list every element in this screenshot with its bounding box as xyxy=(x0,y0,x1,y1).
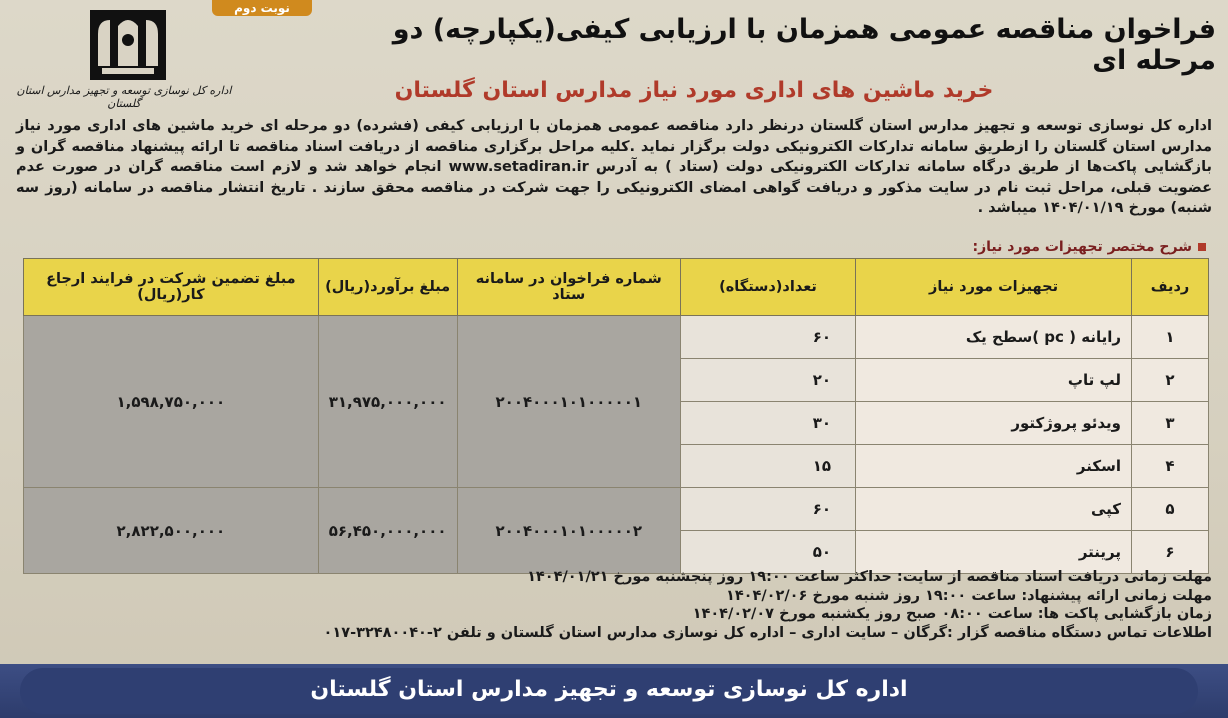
organization-logo xyxy=(88,6,168,84)
contact-info: اطلاعات تماس دستگاه مناقصه گزار :گرگان – سایت اداری – اداره کل نوسازی مدارس استان گلستان و تلفن ۲-۳۲۴۸۰۰۴۰-۰۱۷ xyxy=(323,624,1212,641)
group-estimate: ۳۱,۹۷۵,۰۰۰,۰۰۰ xyxy=(318,316,457,488)
announcement-body: اداره کل نوسازی توسعه و تجهیز مدارس استان گلستان درنظر دارد مناقصه عمومی همزمان با ارزیابی کیفی (فشرده) دو مرحله ای خرید ماشین های اداری مورد نیاز مدارس استان گلستان را ازطریق سامانه تدارکات الکترونیکی دولت برگزار نماید .کلیه مراحل برگزاری مناقصه از دریافت اسناد مناقصه تا ارائه پیشنهاد مناقصه گران و بازگشایی پاکت‌ها از طریق درگاه سامانه تدارکات الکترونیکی دولت (ستاد ) به آدرس www.setadiran.ir انجام خواهد شد و لازم است مناقصه گران در صورت عدم عضویت قبلی، مراحل ثبت نام در سایت مذکور و دریافت گواهی امضای الکترونیکی را جهت شرکت در مناقصه محقق سازند . تاریخ انتشار مناقصه در سامانه (روز سه شنبه) مورخ ۱۴۰۴/۰۱/۱۹ میباشد . xyxy=(16,118,1212,216)
row-quantity: ۶۰ xyxy=(681,316,856,359)
row-quantity: ۳۰ xyxy=(681,402,856,445)
row-quantity: ۶۰ xyxy=(681,488,856,531)
row-equipment: لپ تاپ xyxy=(856,359,1132,402)
row-equipment: کپی xyxy=(856,488,1132,531)
equipment-list-label xyxy=(973,239,1207,255)
row-number: ۱ xyxy=(1132,316,1209,359)
table-header-row xyxy=(24,259,1209,316)
group-estimate: ۵۶,۴۵۰,۰۰۰,۰۰۰ xyxy=(318,488,457,574)
group-guarantee: ۲,۸۲۲,۵۰۰,۰۰۰ xyxy=(24,488,319,574)
document-deadline: مهلت زمانی دریافت اسناد مناقصه از سایت: حداکثر ساعت ۱۹:۰۰ روز پنجشنبه مورخ ۱۴۰۴/۰۱/۲۱ xyxy=(527,569,1212,585)
group-guarantee: ۱,۵۹۸,۷۵۰,۰۰۰ xyxy=(24,316,319,488)
header-estimate: مبلغ برآورد(ریال) xyxy=(318,259,457,316)
header-equipment: تجهیزات مورد نیاز xyxy=(856,259,1132,316)
header-row-number: ردیف xyxy=(1132,259,1209,316)
notice-round-badge: نوبت دوم xyxy=(212,0,312,16)
bullet-square-icon xyxy=(1198,243,1206,251)
equipment-list-label-text: شرح مختصر تجهیزات مورد نیاز: xyxy=(972,239,1192,255)
row-quantity: ۲۰ xyxy=(681,359,856,402)
header-guarantee: مبلغ تضمین شرکت در فرایند ارجاع کار(ریال) xyxy=(24,259,319,316)
row-number: ۳ xyxy=(1132,402,1209,445)
group-tender-number: ۲۰۰۴۰۰۰۱۰۱۰۰۰۰۰۲ xyxy=(457,488,680,574)
row-equipment: ویدئو پروژکتور xyxy=(856,402,1132,445)
footer-banner-text: اداره کل نوسازی توسعه و تجهیز مدارس استان گلستان xyxy=(20,668,1198,714)
row-number: ۲ xyxy=(1132,359,1209,402)
page-title: فراخوان مناقصه عمومی همزمان با ارزیابی کیفی(یکپارچه) دو مرحله ای xyxy=(392,14,1216,76)
row-equipment: پرینتر xyxy=(856,531,1132,574)
footer-banner xyxy=(0,664,1228,718)
row-number: ۶ xyxy=(1132,531,1209,574)
opening-time: زمان بازگشایی پاکت ها: ساعت ۰۸:۰۰ صبح روز یکشنبه مورخ ۱۴۰۴/۰۲/۰۷ xyxy=(692,606,1212,622)
header-quantity: تعداد(دستگاه) xyxy=(681,259,856,316)
logo-caption: اداره کل نوسازی توسعه و تجهیز مدارس استان گلستان xyxy=(16,84,232,110)
row-equipment: رایانه ( pc )سطح یک xyxy=(856,316,1132,359)
table-row xyxy=(24,316,1209,359)
row-quantity: ۱۵ xyxy=(681,445,856,488)
table-row xyxy=(24,488,1209,531)
deadline-info xyxy=(12,568,1212,642)
page-subtitle: خرید ماشین های اداری مورد نیاز مدارس استان گلستان xyxy=(394,78,994,103)
equipment-table xyxy=(23,258,1209,574)
row-number: ۵ xyxy=(1132,488,1209,531)
proposal-deadline: مهلت زمانی ارائه پیشنهاد: ساعت ۱۹:۰۰ روز شنبه مورخ ۱۴۰۴/۰۲/۰۶ xyxy=(725,587,1212,604)
group-tender-number: ۲۰۰۴۰۰۰۱۰۱۰۰۰۰۰۱ xyxy=(457,316,680,488)
row-quantity: ۵۰ xyxy=(681,531,856,574)
row-equipment: اسکنر xyxy=(856,445,1132,488)
row-number: ۴ xyxy=(1132,445,1209,488)
header-tender-number: شماره فراخوان در سامانه ستاد xyxy=(457,259,680,316)
